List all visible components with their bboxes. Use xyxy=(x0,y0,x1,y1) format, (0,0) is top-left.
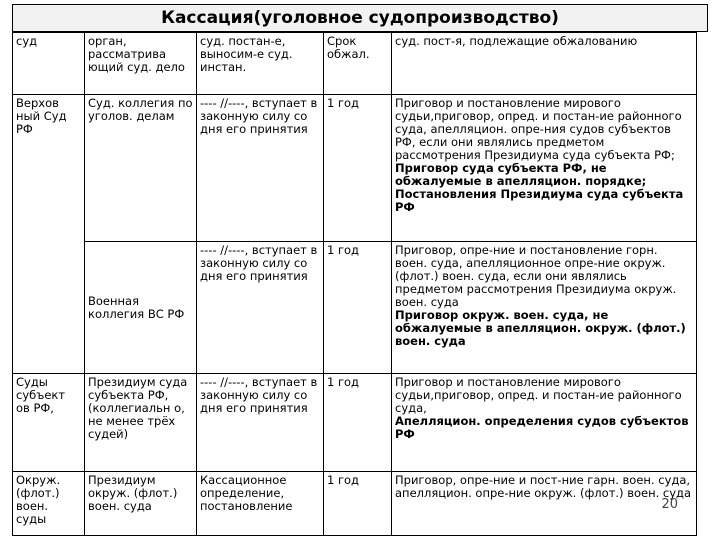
header-term: Срок обжал. xyxy=(324,33,392,95)
body-cell: Президиум окруж. (флот.) воен. суда xyxy=(85,472,197,536)
table-row xyxy=(13,472,697,536)
subject-cell xyxy=(392,95,697,242)
court-cell: Суды субъект ов РФ, xyxy=(13,374,85,472)
body-cell: Президиум суда субъекта РФ, (коллегиальн о, не менее трёх судей) xyxy=(85,374,197,472)
court-cell: Верхов ный Суд РФ xyxy=(13,95,85,374)
term-cell: 1 год xyxy=(324,374,392,472)
subject-cell: Приговор, опре-ние и пост-ние гарн. воен. суда, апелляцион. опре-ние окруж. (флот.) воен. суда xyxy=(392,472,697,536)
header-subject: суд. пост-я, подлежащие обжалованию xyxy=(392,33,697,95)
subject-text: Постановления Президиума суда субъекта РФ xyxy=(395,187,684,214)
page-number: 20 xyxy=(661,497,678,512)
court-cell: Окруж. (флот.) воен. суды xyxy=(13,472,85,536)
header-court: суд xyxy=(13,33,85,95)
table-row xyxy=(13,95,697,242)
decision-cell: Кассационное определение, постановление xyxy=(197,472,324,536)
page-title: Кассация(уголовное судопроизводство) xyxy=(12,4,708,32)
subject-cell xyxy=(392,374,697,472)
subject-cell xyxy=(392,242,697,374)
term-cell: 1 год xyxy=(324,242,392,374)
term-cell: 1 год xyxy=(324,472,392,536)
header-body: орган, рассматрива ющий суд. дело xyxy=(85,33,197,95)
table-row xyxy=(13,242,697,374)
body-cell: Военная коллегия ВС РФ xyxy=(85,242,197,374)
subject-text: Приговор, опре-ние и постановление горн. воен. суда, апелляционное опре-ние окруж. (флот.) воен. суда, если они являлись предметом рассмотрения Президиума окруж. воен. суда xyxy=(395,243,677,309)
body-cell: Суд. коллегия по уголов. делам xyxy=(85,95,197,242)
header-decision: суд. постан-е, выносим-е суд. инстан. xyxy=(197,33,324,95)
header-row xyxy=(13,33,697,95)
subject-text: Приговор суда субъекта РФ, не обжалуемые в апелляцион. порядке; xyxy=(395,161,647,188)
subject-text: Приговор окруж. воен. суда, не обжалуемые в апелляцион. окруж. (флот.) воен. суда xyxy=(395,308,686,348)
subject-text: Апелляцион. определения судов субъектов РФ xyxy=(395,414,689,441)
decision-cell: ---- //----, вступает в законную силу со дня его принятия xyxy=(197,95,324,242)
table-row xyxy=(13,374,697,472)
term-cell: 1 год xyxy=(324,95,392,242)
decision-cell: ---- //----, вступает в законную силу со дня его принятия xyxy=(197,374,324,472)
cassation-table xyxy=(12,32,697,536)
decision-cell: ---- //----, вступает в законную силу со дня его принятия xyxy=(197,242,324,374)
subject-text: Приговор и постановление мирового судьи,приговор, опред. и постан-ие районного суда, xyxy=(395,375,682,415)
subject-text: Приговор и постановление мирового судьи,приговор, опред. и постан-ие районного суда, апелляцион. опре-ния судов субъектов РФ, если они являлись предметом рассмотрения Президиума суда субъекта РФ; xyxy=(395,96,682,162)
